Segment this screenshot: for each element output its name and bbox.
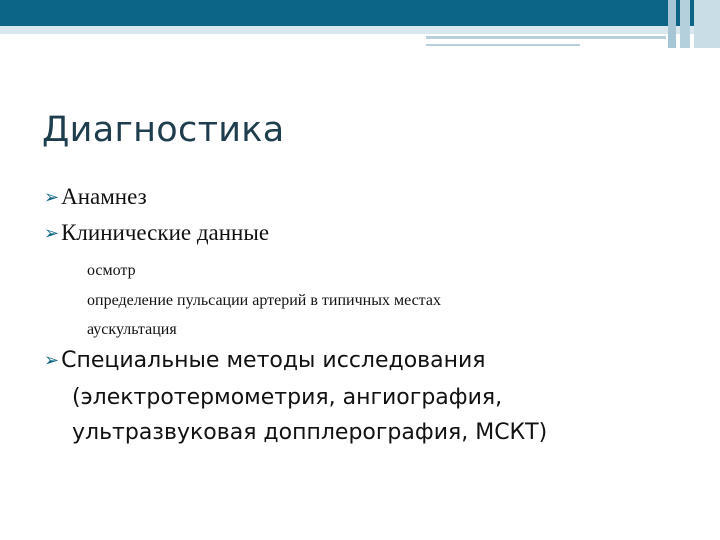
- decorative-corner-bar: [680, 0, 690, 48]
- decorative-corner-bar: [694, 0, 720, 48]
- arrowhead-bullet-icon: ➢: [44, 350, 60, 371]
- bullet-anamnesis: [44, 184, 147, 210]
- bullet-special-methods: [44, 348, 486, 373]
- decorative-line: [426, 36, 666, 39]
- special-methods-line-3: ультразвуковая допплерография, МСКТ): [72, 420, 548, 445]
- decorative-line: [426, 44, 580, 46]
- special-methods-line-2: (электротермометрия, ангиография,: [72, 385, 503, 410]
- header-bar: [0, 0, 720, 26]
- sub-item-auscultation: аускультация: [87, 321, 177, 338]
- arrowhead-bullet-icon: ➢: [44, 223, 60, 244]
- decorative-corner-bar: [668, 0, 676, 48]
- sub-item-examination: осмотр: [87, 262, 136, 279]
- bullet-text: Клинические данные: [61, 220, 270, 245]
- slide-title: Диагностика: [42, 110, 285, 150]
- sub-item-pulse-check: определение пульсации артерий в типичных местах: [87, 292, 441, 309]
- arrowhead-bullet-icon: ➢: [44, 187, 60, 208]
- bullet-clinical-data: [44, 220, 269, 246]
- header-accent-strip: [0, 26, 720, 34]
- bullet-text: Специальные методы исследования: [61, 348, 486, 373]
- bullet-text: Анамнез: [61, 184, 147, 209]
